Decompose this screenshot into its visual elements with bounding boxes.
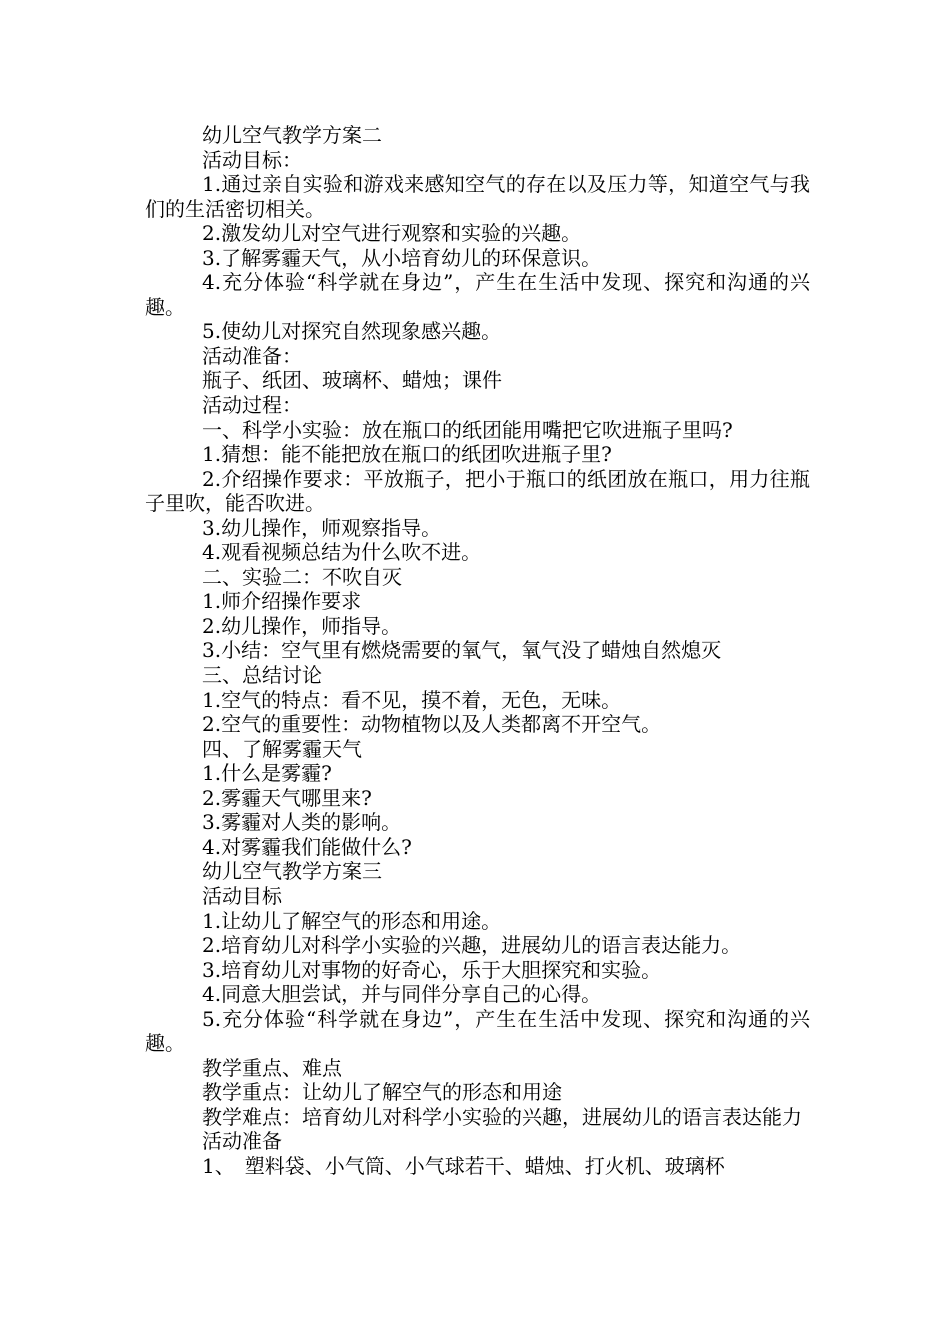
heading-key-points: 教学重点、难点: [202, 1055, 342, 1080]
process-part-2: 二、实验二：不吹自灭: [202, 564, 402, 589]
goal-item-5: 5.充分体验“科学就在身边”，产生在生活中发现、探究和沟通的兴趣。: [145, 1006, 810, 1056]
prep-materials: 瓶子、纸团、玻璃杯、蜡烛；课件: [202, 368, 502, 393]
goal-item-1: 1.让幼儿了解空气的形态和用途。: [202, 908, 502, 933]
goal-item-4: 4.同意大胆尝试，并与同伴分享自己的心得。: [202, 982, 602, 1007]
process-step: 4.对雾霾我们能做什么?: [202, 834, 412, 859]
goal-item-3: 3.培育幼儿对事物的好奇心，乐于大胆探究和实验。: [202, 957, 662, 982]
difficult-point: 教学难点：培育幼儿对科学小实验的兴趣，进展幼儿的语言表达能力: [202, 1104, 802, 1129]
goal-item-2: 2.激发幼儿对空气进行观察和实验的兴趣。: [202, 221, 582, 246]
process-step: 1.什么是雾霾?: [202, 761, 332, 786]
process-step: 1.猜想：能不能把放在瓶口的纸团吹进瓶子里?: [202, 442, 612, 467]
goal-item-1: 1.通过亲自实验和游戏来感知空气的存在以及压力等，知道空气与我们的生活密切相关。: [145, 172, 810, 221]
process-step: 1.空气的特点：看不见，摸不着，无色，无味。: [202, 687, 622, 712]
heading-activity-process: 活动过程：: [202, 393, 302, 418]
process-step: 3.小结：空气里有燃烧需要的氧气，氧气没了蜡烛自然熄灭: [202, 638, 722, 663]
process-step: 3.幼儿操作，师观察指导。: [202, 515, 442, 540]
section-title-plan-two: 幼儿空气教学方案二: [202, 123, 382, 147]
process-part-4: 四、了解雾霾天气: [202, 736, 362, 761]
goal-item-5: 5.使幼儿对探究自然现象感兴趣。: [202, 319, 502, 344]
process-step: 2.雾霾天气哪里来?: [202, 785, 372, 810]
heading-activity-prep: 活动准备: [202, 1129, 282, 1154]
heading-activity-prep: 活动准备：: [202, 343, 302, 368]
process-step: 2.幼儿操作，师指导。: [202, 613, 402, 638]
section-title-plan-three: 幼儿空气教学方案三: [202, 859, 382, 884]
process-part-3: 三、总结讨论: [202, 663, 322, 688]
process-part-1: 一、科学小实验：放在瓶口的纸团能用嘴把它吹进瓶子里吗?: [202, 417, 733, 442]
process-step: 1.师介绍操作要求: [202, 589, 362, 614]
goal-item-4: 4.充分体验“科学就在身边”，产生在生活中发现、探究和沟通的兴趣。: [145, 270, 810, 319]
heading-activity-goals: 活动目标：: [202, 147, 302, 172]
process-step: 4.观看视频总结为什么吹不进。: [202, 540, 482, 565]
process-step: 3.雾霾对人类的影响。: [202, 810, 402, 835]
process-step: 2.介绍操作要求：平放瓶子，把小于瓶口的纸团放在瓶口，用力往瓶子里吹，能否吹进。: [145, 466, 810, 516]
goal-item-2: 2.培育幼儿对科学小实验的兴趣，进展幼儿的语言表达能力。: [202, 933, 742, 958]
heading-activity-goals: 活动目标: [202, 883, 282, 908]
prep-materials: 1、 塑料袋、小气筒、小气球若干、蜡烛、打火机、玻璃杯: [202, 1153, 725, 1178]
document-body: [145, 123, 810, 1179]
process-step: 2.空气的重要性：动物植物以及人类都离不开空气。: [202, 712, 662, 737]
goal-item-3: 3.了解雾霾天气，从小培育幼儿的环保意识。: [202, 245, 602, 270]
key-point: 教学重点：让幼儿了解空气的形态和用途: [202, 1080, 562, 1105]
